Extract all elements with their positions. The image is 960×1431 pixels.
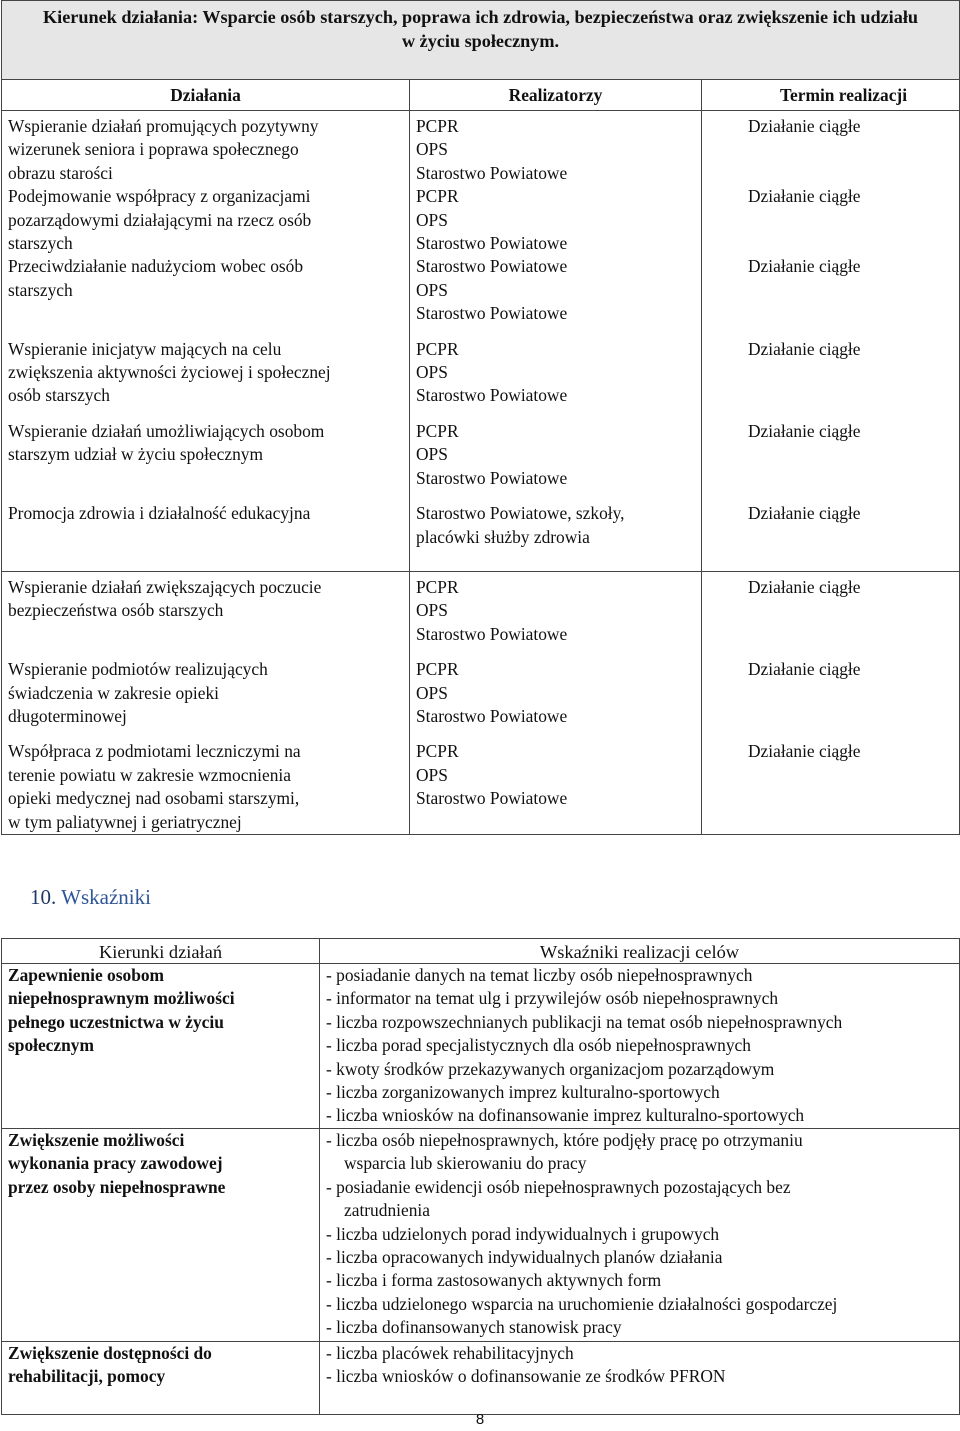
implementer-text: Starostwo Powiatowe [416,788,568,809]
indicator-text: wsparcia lub skierowaniu do pracy [344,1153,587,1174]
action-text: starszych [8,233,73,254]
indicator-text: - liczba zorganizowanych imprez kulturalno-sportowych [326,1082,720,1103]
action-text: terenie powiatu w zakresie wzmocnienia [8,764,291,785]
implementer-text: PCPR [416,577,459,597]
action-item [8,658,403,728]
action-text: bezpieczeństwa osób starszych [8,600,224,621]
action-text: długoterminowej [8,706,127,726]
indicator-text: - liczba rozpowszechnianych publikacji na temat osób niepełnosprawnych [326,1011,843,1032]
indicator-text: - liczba dofinansowanych stanowisk pracy [326,1317,622,1338]
action-text: w tym paliatywnej i geriatrycznej [8,811,242,832]
deadline-item [708,338,953,408]
implementer-text: Starostwo Powiatowe, szkoły, [416,503,625,524]
section-number: 10. [30,885,57,909]
action-item [8,115,403,185]
deadline-item [708,185,953,255]
implementer-text: PCPR [416,116,459,136]
deadline-item [708,502,953,549]
deadline-column [702,572,960,835]
direction-cell [2,1342,320,1415]
direction-text: rehabilitacji, pomocy [8,1366,166,1387]
deadline-item [708,576,953,646]
direction-cell [2,1129,320,1342]
action-text: Promocja zdrowia i działalność edukacyjna [8,503,311,524]
action-text: Wspieranie inicjatyw mających na celu [8,338,282,359]
indicator-text: - posiadanie ewidencji osób niepełnosprawnych pozostających bez [326,1176,791,1197]
deadline-item [708,115,953,185]
implementer-text: Starostwo Powiatowe [416,162,568,183]
implementer-text: Starostwo Powiatowe [416,623,568,644]
direction-text: pełnego uczestnictwa w życiu [8,1011,224,1032]
implementer-text: OPS [416,209,448,230]
deadline-text: Działanie ciągłe [748,741,861,762]
implementer-text: OPS [416,600,448,621]
implementer-text: PCPR [416,186,459,207]
deadline-text: Działanie ciągłe [748,577,861,597]
deadline-item [708,658,953,728]
implementer-text: PCPR [416,420,459,441]
action-text: osób starszych [8,385,110,406]
implementers-item [416,502,695,549]
action-text: starszych [8,279,73,300]
deadline-item [708,740,953,834]
deadline-text: Działanie ciągłe [748,420,861,441]
table-row [2,1342,960,1415]
implementer-text: placówki służby zdrowia [416,526,590,547]
implementers-column [410,572,702,835]
action-item [8,338,403,408]
indicator-text: - liczba wniosków o dofinansowanie ze środków PFRON [326,1366,726,1387]
implementers-item [416,115,695,185]
deadline-column [702,111,960,572]
direction-text: społecznym [8,1035,94,1056]
implementer-text: PCPR [416,338,459,359]
indicator-text: - liczba placówek rehabilitacyjnych [326,1343,574,1363]
indicator-text: - liczba udzielonego wsparcia na uruchomienie działalności gospodarczej [326,1293,838,1314]
action-text: obrazu starości [8,162,113,183]
implementer-text: Starostwo Powiatowe [416,256,568,277]
indicator-text: - liczba opracowanych indywidualnych planów działania [326,1247,723,1268]
deadline-item [708,420,953,490]
action-item [8,502,403,549]
action-item [8,255,403,325]
implementer-text: OPS [416,682,448,703]
implementer-text: PCPR [416,659,459,680]
actions-column [2,572,410,835]
indicator-text: zatrudnienia [344,1200,430,1221]
direction-text: Zwiększenie dostępności do [8,1343,212,1363]
implementers-item [416,576,695,646]
deadline-text: Działanie ciągłe [748,502,861,523]
implementers-item [416,338,695,408]
action-item [8,185,403,255]
action-text: Przeciwdziałanie nadużyciom wobec osób [8,256,304,277]
indicators-cell [320,1129,960,1342]
implementers-column [410,111,702,572]
table-group [2,111,960,572]
deadline-text: Działanie ciągłe [748,338,861,359]
table-group [2,572,960,835]
implementer-text: OPS [416,362,448,383]
action-text: Podejmowanie współpracy z organizacjami [8,186,311,207]
action-text: opieki medycznej nad osobami starszymi, [8,788,300,809]
table-row [2,1129,960,1342]
indicator-text: - posiadanie danych na temat liczby osób niepełnosprawnych [326,965,753,985]
action-text: wizerunek seniora i poprawa społecznego [8,139,299,160]
implementer-text: OPS [416,764,448,785]
implementer-text: OPS [416,279,448,300]
column-headers [2,80,960,111]
direction-text: wykonania pracy zawodowej [8,1153,223,1174]
implementers-item [416,420,695,490]
action-text: Współpraca z podmiotami leczniczymi na [8,741,301,762]
action-item [8,576,403,646]
action-text: zwiększenia aktywności życiowej i społecznej [8,362,331,383]
page-number: 8 [475,1411,485,1428]
action-text: Wspieranie działań promujących pozytywny [8,116,319,136]
column-header: Realizatorzy [410,80,702,111]
implementer-text: PCPR [416,741,459,762]
implementer-text: Starostwo Powiatowe [416,706,568,727]
implementer-text: Starostwo Powiatowe [416,233,568,254]
implementer-text: OPS [416,444,448,465]
direction-cell [2,964,320,1129]
actions-column [2,111,410,572]
indicator-text: - kwoty środków przekazywanych organizacjom pozarządowym [326,1058,775,1079]
indicator-text: - liczba osób niepełnosprawnych, które podjęły pracę po otrzymaniu [326,1130,803,1150]
action-text: pozarządowymi działającymi na rzecz osób [8,209,312,230]
action-text: świadczenia w zakresie opieki [8,682,220,703]
indicator-text: - liczba udzielonych porad indywidualnych i grupowych [326,1223,720,1244]
deadline-item [708,255,953,325]
action-text: Wspieranie podmiotów realizujących [8,659,268,680]
implementers-item [416,255,695,325]
action-text: Wspieranie działań umożliwiających osobom [8,420,325,441]
column-headers [2,939,960,964]
implementer-text: OPS [416,139,448,160]
table-row [2,964,960,1129]
table-heading: Kierunek działania: Wsparcie osób starszych, poprawa ich zdrowia, bezpieczeństwa oraz zwiększenie ich udziału w życiu społecznym. [2,1,960,80]
column-header: Wskaźniki realizacji celów [320,939,960,964]
column-header: Kierunki działań [2,939,320,964]
indicators-table [1,938,960,1415]
direction-text: niepełnosprawnym możliwości [8,988,235,1009]
direction-text: przez osoby niepełnosprawne [8,1176,226,1197]
action-item [8,740,403,834]
deadline-text: Działanie ciągłe [748,186,861,207]
section-title: Wskaźniki [61,885,151,909]
actions-table [1,0,960,835]
indicator-text: - liczba porad specjalistycznych dla osób niepełnosprawnych [326,1035,751,1056]
implementer-text: Starostwo Powiatowe [416,467,568,488]
indicator-text: - liczba i forma zastosowanych aktywnych form [326,1270,662,1291]
implementer-text: Starostwo Powiatowe [416,385,568,406]
section-heading [30,886,151,909]
indicators-cell [320,1342,960,1415]
column-header: Działania [2,80,410,111]
action-text: Wspieranie działań zwiększających poczucie [8,577,322,597]
direction-text: Zwiększenie możliwości [8,1130,185,1150]
implementers-item [416,658,695,728]
direction-text: Zapewnienie osobom [8,965,165,985]
action-text: starszym udział w życiu społecznym [8,444,263,465]
implementer-text: Starostwo Powiatowe [416,303,568,324]
indicator-text: - liczba wniosków na dofinansowanie imprez kulturalno-sportowych [326,1105,805,1126]
deadline-text: Działanie ciągłe [748,116,861,136]
action-item [8,420,403,490]
indicators-cell [320,964,960,1129]
indicator-text: - informator na temat ulg i przywilejów osób niepełnosprawnych [326,988,779,1009]
column-header: Termin realizacji [702,80,960,111]
deadline-text: Działanie ciągłe [748,659,861,680]
deadline-text: Działanie ciągłe [748,256,861,277]
implementers-item [416,185,695,255]
implementers-item [416,740,695,834]
